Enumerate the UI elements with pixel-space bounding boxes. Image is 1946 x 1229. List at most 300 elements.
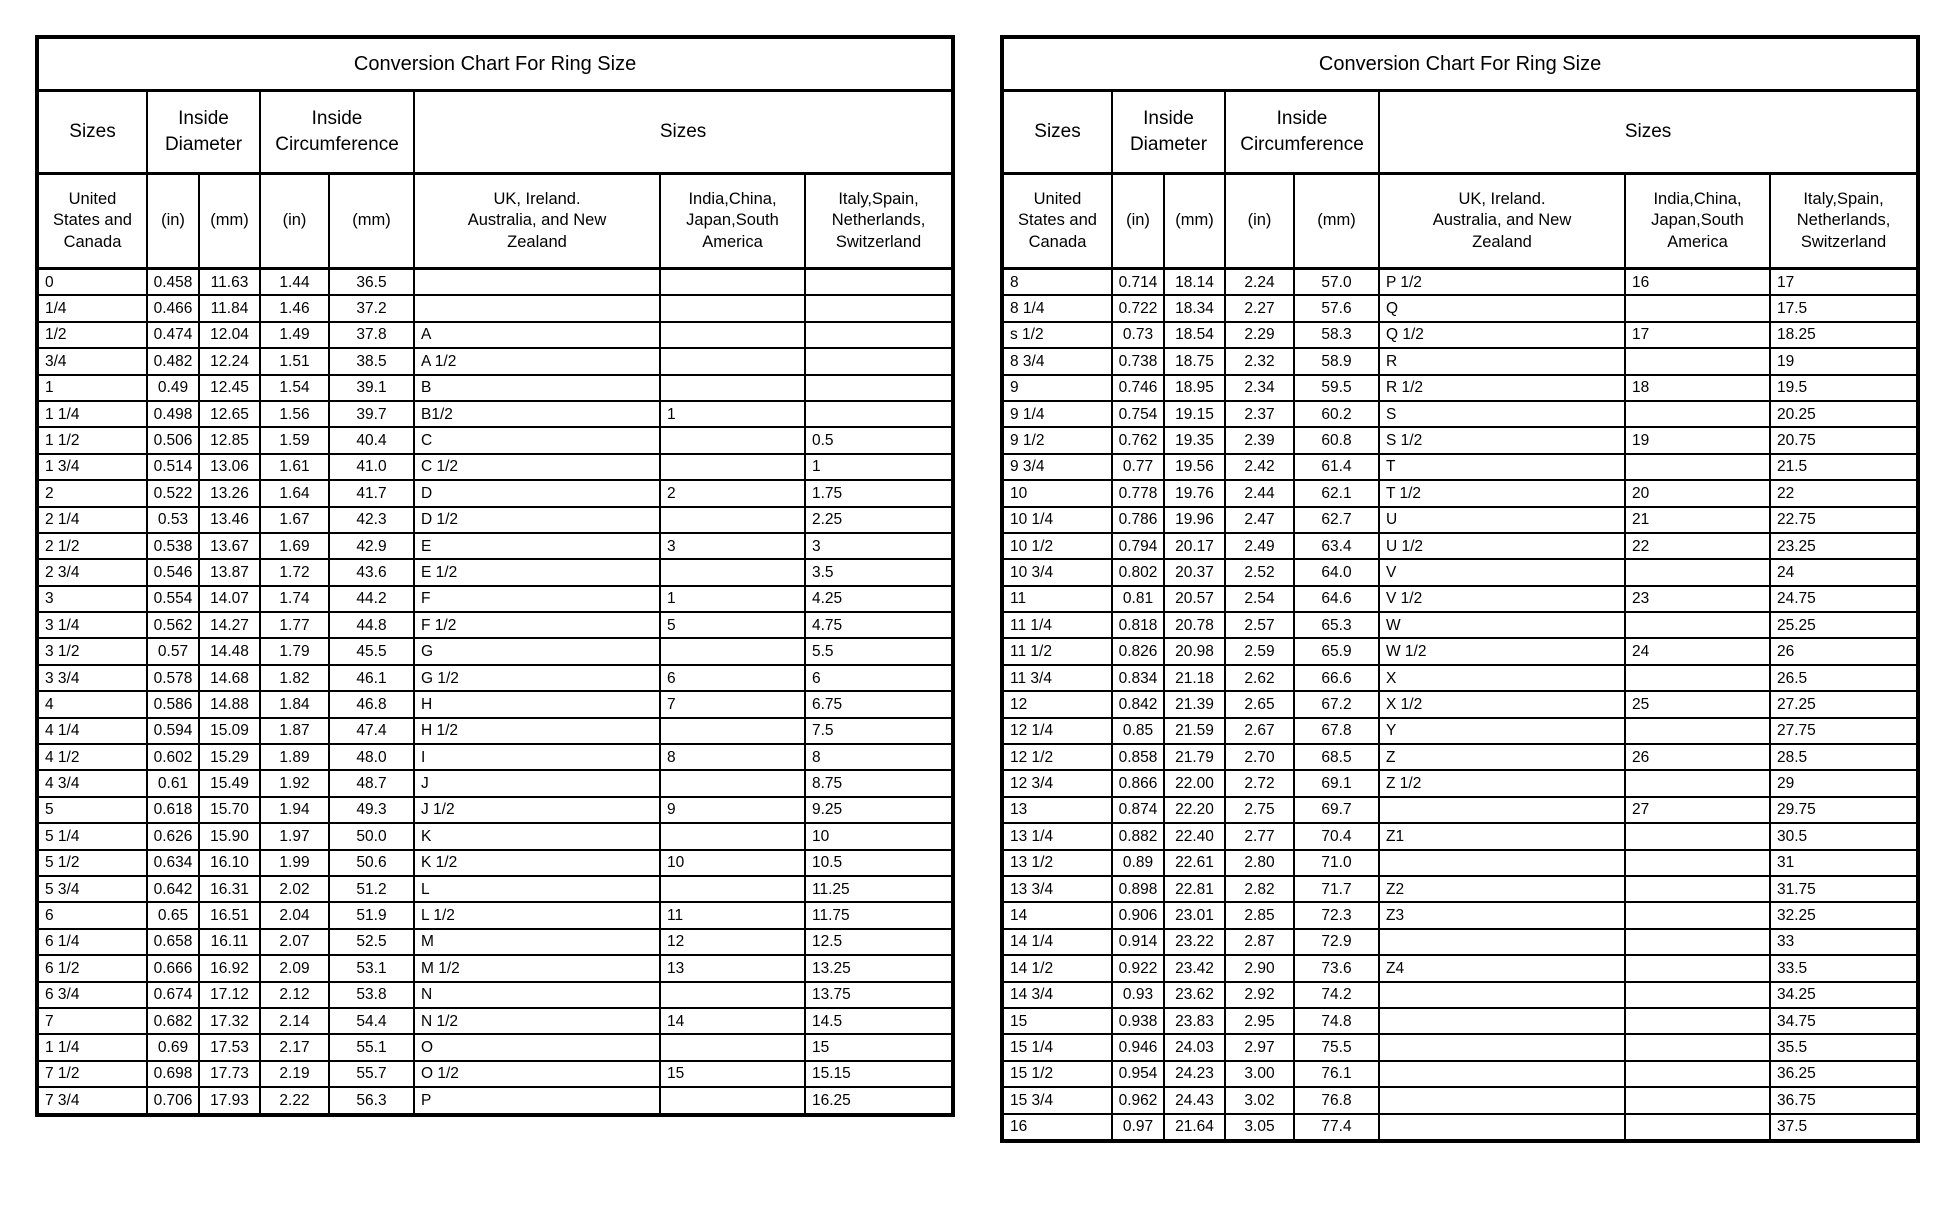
table-cell: B [414, 375, 660, 401]
table-cell: 12.45 [199, 375, 260, 401]
table-cell: W [1379, 612, 1625, 638]
table-cell [660, 876, 805, 902]
table-cell: 41.0 [329, 454, 414, 480]
table-cell: 1.49 [260, 322, 329, 348]
group-header-inside-circumference: Inside Circumference [260, 91, 414, 174]
table-cell: 7 1/2 [37, 1061, 147, 1087]
table-row [37, 1061, 953, 1087]
table-cell: 32.25 [1770, 902, 1918, 928]
table-cell: 1 1/4 [37, 401, 147, 427]
table-cell: 2.80 [1225, 850, 1294, 876]
table-cell: 10 1/2 [1002, 533, 1112, 559]
table-cell: 14.27 [199, 612, 260, 638]
table-cell: 2.25 [805, 507, 953, 533]
table-cell: 11.75 [805, 902, 953, 928]
table-cell: 36.5 [329, 269, 414, 296]
column-header-diameter-in: (in) [147, 174, 199, 269]
table-title: Conversion Chart For Ring Size [1002, 37, 1918, 91]
table-cell: 3 [660, 533, 805, 559]
table-cell: 14 1/2 [1002, 955, 1112, 981]
table-cell [1625, 902, 1770, 928]
table-cell: 0.618 [147, 797, 199, 823]
table-cell: 72.9 [1294, 929, 1379, 955]
table-cell: 10 1/4 [1002, 507, 1112, 533]
table-row [37, 929, 953, 955]
table-cell: 71.7 [1294, 876, 1379, 902]
table-cell: 0.546 [147, 559, 199, 585]
table-row [1002, 401, 1918, 427]
table-row [37, 375, 953, 401]
table-cell: 0.882 [1112, 823, 1164, 849]
table-cell [1625, 1008, 1770, 1034]
table-cell: N 1/2 [414, 1008, 660, 1034]
table-cell: S [1379, 401, 1625, 427]
table-cell [1379, 1087, 1625, 1113]
table-cell: 37.2 [329, 295, 414, 321]
group-header-row [1002, 91, 1918, 174]
table-cell: 18.95 [1164, 375, 1225, 401]
table-cell: 2.97 [1225, 1034, 1294, 1060]
table-cell: 56.3 [329, 1087, 414, 1114]
table-cell: 13.25 [805, 955, 953, 981]
table-cell: 39.7 [329, 401, 414, 427]
table-cell: Z 1/2 [1379, 770, 1625, 796]
table-cell: 1.72 [260, 559, 329, 585]
table-cell: Y [1379, 718, 1625, 744]
table-cell [1625, 401, 1770, 427]
table-cell: 26 [1770, 638, 1918, 664]
table-cell: 15 1/4 [1002, 1034, 1112, 1060]
table-cell: 0.594 [147, 718, 199, 744]
table-cell: 16.51 [199, 902, 260, 928]
table-row [1002, 454, 1918, 480]
table-cell [805, 401, 953, 427]
table-cell: 66.6 [1294, 665, 1379, 691]
table-cell: 3.02 [1225, 1087, 1294, 1113]
table-cell: 20.25 [1770, 401, 1918, 427]
table-cell: 27.25 [1770, 691, 1918, 717]
table-cell: 0.538 [147, 533, 199, 559]
table-cell: 7 [37, 1008, 147, 1034]
table-cell: 44.8 [329, 612, 414, 638]
table-row [1002, 322, 1918, 348]
table-cell: 0.458 [147, 269, 199, 296]
table-cell: 13.67 [199, 533, 260, 559]
table-cell: 4 [37, 691, 147, 717]
table-row [37, 638, 953, 664]
table-row [1002, 1114, 1918, 1141]
table-row [1002, 638, 1918, 664]
table-cell: 11 1/2 [1002, 638, 1112, 664]
table-cell: 0.666 [147, 955, 199, 981]
table-cell: 23.22 [1164, 929, 1225, 955]
table-cell: 22.81 [1164, 876, 1225, 902]
table-cell: X [1379, 665, 1625, 691]
table-cell [660, 559, 805, 585]
table-cell: J 1/2 [414, 797, 660, 823]
group-header-row [37, 91, 953, 174]
table-cell: 25.25 [1770, 612, 1918, 638]
table-row [37, 533, 953, 559]
table-cell: 1.67 [260, 507, 329, 533]
table-cell: 9 [660, 797, 805, 823]
table-cell: 15 1/2 [1002, 1061, 1112, 1087]
table-cell: 0.682 [147, 1008, 199, 1034]
table-cell: 13 [1002, 797, 1112, 823]
table-cell [660, 718, 805, 744]
table-cell: 16.92 [199, 955, 260, 981]
table-row [1002, 533, 1918, 559]
table-cell [805, 295, 953, 321]
table-cell: 1 1/4 [37, 1034, 147, 1060]
table-cell: 1.69 [260, 533, 329, 559]
table-cell: 20 [1625, 480, 1770, 506]
table-row [1002, 744, 1918, 770]
table-cell: D 1/2 [414, 507, 660, 533]
table-cell: 12 1/4 [1002, 718, 1112, 744]
table-cell: X 1/2 [1379, 691, 1625, 717]
table-cell: 48.0 [329, 744, 414, 770]
table-cell: 76.8 [1294, 1087, 1379, 1113]
table-cell: C [414, 427, 660, 453]
table-cell: 18.75 [1164, 348, 1225, 374]
table-cell: 1 [660, 401, 805, 427]
ring-size-conversion-table-right [1000, 35, 1920, 1143]
table-cell: 16.31 [199, 876, 260, 902]
table-cell: 0.97 [1112, 1114, 1164, 1141]
table-cell: E 1/2 [414, 559, 660, 585]
table-cell: 1.84 [260, 691, 329, 717]
table-cell: 29 [1770, 770, 1918, 796]
table-cell [1625, 559, 1770, 585]
table-cell: 2.02 [260, 876, 329, 902]
table-cell [660, 322, 805, 348]
table-cell: 13 1/4 [1002, 823, 1112, 849]
table-cell: 12.85 [199, 427, 260, 453]
table-cell: 0.842 [1112, 691, 1164, 717]
table-row [1002, 850, 1918, 876]
table-cell: 16.10 [199, 850, 260, 876]
table-cell: 22.75 [1770, 507, 1918, 533]
table-cell: 23.25 [1770, 533, 1918, 559]
table-row [37, 480, 953, 506]
table-cell: 16 [1002, 1114, 1112, 1141]
table-cell: U 1/2 [1379, 533, 1625, 559]
table-cell: 14.48 [199, 638, 260, 664]
table-cell: 19.76 [1164, 480, 1225, 506]
table-cell: 17.93 [199, 1087, 260, 1114]
group-header-inside-diameter: Inside Diameter [147, 91, 260, 174]
table-cell: 74.2 [1294, 982, 1379, 1008]
table-cell: 58.9 [1294, 348, 1379, 374]
table-cell: 42.9 [329, 533, 414, 559]
table-cell: 47.4 [329, 718, 414, 744]
table-cell: 0.626 [147, 823, 199, 849]
table-row [1002, 902, 1918, 928]
table-row [37, 770, 953, 796]
table-cell [805, 375, 953, 401]
table-cell: Q 1/2 [1379, 322, 1625, 348]
table-cell [660, 295, 805, 321]
table-cell: 25 [1625, 691, 1770, 717]
table-cell: 9 1/2 [1002, 427, 1112, 453]
table-cell: 0.57 [147, 638, 199, 664]
table-cell: 1.56 [260, 401, 329, 427]
table-cell: 64.6 [1294, 586, 1379, 612]
table-cell: 11.25 [805, 876, 953, 902]
table-cell: 1 [660, 586, 805, 612]
group-header-inside-circumference: Inside Circumference [1225, 91, 1379, 174]
table-row [37, 1034, 953, 1060]
table-cell: 2.85 [1225, 902, 1294, 928]
table-cell: 24.43 [1164, 1087, 1225, 1113]
table-cell: 19.15 [1164, 401, 1225, 427]
table-cell: 0.93 [1112, 982, 1164, 1008]
table-cell: 0.61 [147, 770, 199, 796]
table-cell: 0.5 [805, 427, 953, 453]
table-cell: 2.72 [1225, 770, 1294, 796]
table-cell [1625, 876, 1770, 902]
table-cell: 2.07 [260, 929, 329, 955]
table-cell: 0.778 [1112, 480, 1164, 506]
table-cell: 17.12 [199, 982, 260, 1008]
table-cell [1625, 982, 1770, 1008]
table-cell: 24 [1625, 638, 1770, 664]
table-cell: S 1/2 [1379, 427, 1625, 453]
table-cell: 12 3/4 [1002, 770, 1112, 796]
column-header-circumference-mm: (mm) [1294, 174, 1379, 269]
table-cell: T [1379, 454, 1625, 480]
table-cell: 13 1/2 [1002, 850, 1112, 876]
table-cell: 2.95 [1225, 1008, 1294, 1034]
table-cell: K [414, 823, 660, 849]
table-cell: 12 [1002, 691, 1112, 717]
table-cell [660, 454, 805, 480]
table-row [1002, 929, 1918, 955]
column-header-uk-ireland-label: UK, Ireland. Australia, and New Zealand [467, 189, 607, 251]
table-cell [1379, 1008, 1625, 1034]
table-cell: 3 1/2 [37, 638, 147, 664]
table-cell: 8 3/4 [1002, 348, 1112, 374]
table-cell: 26 [1625, 744, 1770, 770]
table-cell: 21.79 [1164, 744, 1225, 770]
table-cell: 16.25 [805, 1087, 953, 1114]
table-cell: 13.06 [199, 454, 260, 480]
table-cell: 8 1/4 [1002, 295, 1112, 321]
table-cell [1379, 1061, 1625, 1087]
table-cell [1379, 929, 1625, 955]
table-cell: 1.97 [260, 823, 329, 849]
table-cell [1625, 1034, 1770, 1060]
table-cell: 2.65 [1225, 691, 1294, 717]
table-cell: 2.62 [1225, 665, 1294, 691]
table-row [1002, 718, 1918, 744]
table-cell: 1.94 [260, 797, 329, 823]
table-cell: 10 [660, 850, 805, 876]
table-cell: 71.0 [1294, 850, 1379, 876]
table-cell: 22.40 [1164, 823, 1225, 849]
table-row [37, 322, 953, 348]
table-cell [1625, 929, 1770, 955]
table-cell: L 1/2 [414, 902, 660, 928]
table-row [37, 348, 953, 374]
table-cell: 2 [660, 480, 805, 506]
table-row [37, 982, 953, 1008]
table-cell: 2 3/4 [37, 559, 147, 585]
table-cell: 20.17 [1164, 533, 1225, 559]
table-cell: 2.44 [1225, 480, 1294, 506]
table-cell: 8 [1002, 269, 1112, 296]
table-cell [660, 982, 805, 1008]
table-cell: 55.7 [329, 1061, 414, 1087]
table-cell [1625, 1114, 1770, 1141]
table-cell: 68.5 [1294, 744, 1379, 770]
table-title-row [37, 37, 953, 91]
table-cell: 0.722 [1112, 295, 1164, 321]
table-cell: 41.7 [329, 480, 414, 506]
table-cell: 0.522 [147, 480, 199, 506]
table-cell: 13 [660, 955, 805, 981]
table-cell: 18.34 [1164, 295, 1225, 321]
table-row [37, 427, 953, 453]
group-header-inside-diameter: Inside Diameter [1112, 91, 1225, 174]
table-cell: 0.466 [147, 295, 199, 321]
table-cell: 3 [805, 533, 953, 559]
table-cell: 57.0 [1294, 269, 1379, 296]
table-cell: 1.79 [260, 638, 329, 664]
table-cell [660, 638, 805, 664]
column-header-uk-ireland [1379, 174, 1625, 269]
table-cell: 18.25 [1770, 322, 1918, 348]
table-cell [1625, 665, 1770, 691]
table-row [1002, 770, 1918, 796]
table-cell: 24 [1770, 559, 1918, 585]
table-cell: 2.17 [260, 1034, 329, 1060]
table-cell: 19.5 [1770, 375, 1918, 401]
table-cell: 10 [805, 823, 953, 849]
table-row [1002, 823, 1918, 849]
table-cell: 1.64 [260, 480, 329, 506]
table-cell [1379, 797, 1625, 823]
table-cell: 38.5 [329, 348, 414, 374]
table-cell: 51.9 [329, 902, 414, 928]
table-cell: 12 1/2 [1002, 744, 1112, 770]
table-cell [660, 427, 805, 453]
table-cell: 2.19 [260, 1061, 329, 1087]
column-header-india-china: India,China, Japan,South America [660, 174, 805, 269]
group-header-sizes-intl: Sizes [1379, 91, 1918, 174]
table-cell: 4 1/2 [37, 744, 147, 770]
table-cell: 2.57 [1225, 612, 1294, 638]
table-row [1002, 1034, 1918, 1060]
table-cell: 50.6 [329, 850, 414, 876]
table-cell: 2.12 [260, 982, 329, 1008]
table-cell: 2.49 [1225, 533, 1294, 559]
table-row [1002, 1061, 1918, 1087]
table-cell: 0.49 [147, 375, 199, 401]
table-cell: 21.5 [1770, 454, 1918, 480]
table-cell: 0.794 [1112, 533, 1164, 559]
table-cell: 10 [1002, 480, 1112, 506]
table-cell: 70.4 [1294, 823, 1379, 849]
table-cell: 36.25 [1770, 1061, 1918, 1087]
table-cell: 18 [1625, 375, 1770, 401]
table-cell: 50.0 [329, 823, 414, 849]
column-header-uk-ireland [414, 174, 660, 269]
table-cell: 0.874 [1112, 797, 1164, 823]
table-row [1002, 955, 1918, 981]
table-cell: 55.1 [329, 1034, 414, 1060]
table-cell: 6 [660, 665, 805, 691]
table-row [37, 718, 953, 744]
table-cell: 1.82 [260, 665, 329, 691]
table-cell: 2 1/2 [37, 533, 147, 559]
table-row [1002, 665, 1918, 691]
table-cell: 23.01 [1164, 902, 1225, 928]
table-cell: Z3 [1379, 902, 1625, 928]
table-cell: H [414, 691, 660, 717]
table-cell: K 1/2 [414, 850, 660, 876]
table-cell: V 1/2 [1379, 586, 1625, 612]
table-cell: 34.75 [1770, 1008, 1918, 1034]
table-cell: 2.52 [1225, 559, 1294, 585]
table-cell [660, 507, 805, 533]
table-cell: 40.4 [329, 427, 414, 453]
table-cell: 73.6 [1294, 955, 1379, 981]
column-header-row [1002, 174, 1918, 269]
table-cell: 8.75 [805, 770, 953, 796]
column-header-diameter-mm: (mm) [1164, 174, 1225, 269]
table-row [37, 850, 953, 876]
table-cell: 31.75 [1770, 876, 1918, 902]
table-row [37, 797, 953, 823]
table-cell: 12.04 [199, 322, 260, 348]
table-cell: 19 [1625, 427, 1770, 453]
table-cell: 2.92 [1225, 982, 1294, 1008]
table-cell: 23 [1625, 586, 1770, 612]
table-row [37, 691, 953, 717]
table-cell [414, 295, 660, 321]
table-cell: 0.498 [147, 401, 199, 427]
table-cell: 13.87 [199, 559, 260, 585]
table-cell: 9 [1002, 375, 1112, 401]
table-cell: 24.23 [1164, 1061, 1225, 1087]
table-row [37, 876, 953, 902]
table-cell: 0.602 [147, 744, 199, 770]
table-cell: 14 [660, 1008, 805, 1034]
table-cell: 35.5 [1770, 1034, 1918, 1060]
table-row [1002, 559, 1918, 585]
table-cell: 14 [1002, 902, 1112, 928]
table-cell: 76.1 [1294, 1061, 1379, 1087]
table-cell: 21.39 [1164, 691, 1225, 717]
table-cell: 0.85 [1112, 718, 1164, 744]
table-cell: 0.562 [147, 612, 199, 638]
table-cell: 51.2 [329, 876, 414, 902]
table-row [37, 586, 953, 612]
table-row [1002, 797, 1918, 823]
table-cell: C 1/2 [414, 454, 660, 480]
table-cell: 46.8 [329, 691, 414, 717]
table-cell: 13.46 [199, 507, 260, 533]
table-cell [805, 348, 953, 374]
table-cell: 5 [660, 612, 805, 638]
table-row [1002, 1008, 1918, 1034]
table-cell: 1 [805, 454, 953, 480]
table-cell: N [414, 982, 660, 1008]
table-cell: 2.37 [1225, 401, 1294, 427]
table-cell: 0.514 [147, 454, 199, 480]
